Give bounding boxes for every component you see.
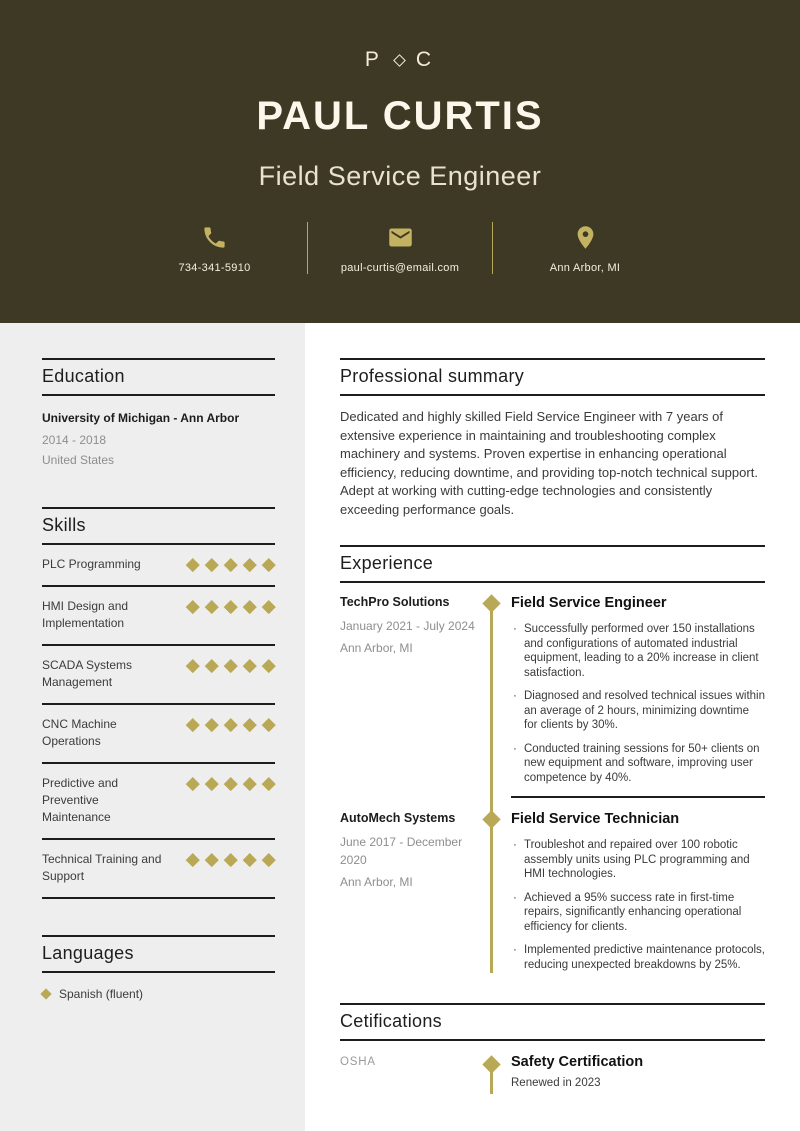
education-school: University of Michigan - Ann Arbor (42, 411, 240, 425)
skills-heading-block (42, 507, 275, 543)
rating-diamond-icon (243, 600, 256, 613)
monogram-letter-left: P (364, 48, 383, 71)
job-location: Ann Arbor, MI (340, 875, 413, 889)
rating-diamond-icon (243, 777, 256, 790)
experience-timeline (340, 595, 765, 981)
experience-section (340, 545, 765, 981)
rating-diamond-icon (262, 600, 275, 613)
job-role-title: Field Service Engineer (511, 595, 667, 611)
rating-diamond-icon (186, 718, 199, 731)
email-icon (387, 224, 414, 251)
job-bullet: · Implemented predictive maintenance protocols, reducing unexpected breakdowns by 25%. (511, 943, 765, 972)
skill-name: PLC Programming (42, 557, 141, 571)
header (0, 0, 800, 323)
rating-diamond-icon (205, 853, 218, 866)
skill-rating (186, 659, 275, 672)
rating-diamond-icon (224, 853, 237, 866)
job-bullet-list (511, 622, 765, 785)
rating-diamond-icon (205, 558, 218, 571)
skill-row (42, 587, 275, 646)
job-content (511, 811, 765, 981)
job-meta (340, 811, 490, 981)
rating-diamond-icon (224, 718, 237, 731)
candidate-name: PAUL CURTIS (256, 94, 544, 138)
candidate-job-title: Field Service Engineer (258, 161, 542, 191)
certifications-section (340, 1003, 765, 1089)
certifications-heading: Cetifications (340, 1011, 442, 1031)
job-company: TechPro Solutions (340, 595, 450, 609)
rating-diamond-icon (243, 853, 256, 866)
job-divider (511, 796, 765, 798)
rating-diamond-icon (186, 777, 199, 790)
certifications-heading-block (340, 1003, 765, 1041)
contact-location (492, 222, 677, 274)
job-bullet: · Achieved a 95% success rate in first-time repairs, significantly enhancing operational efficiency for clients. (511, 891, 765, 935)
contact-row (122, 222, 678, 274)
summary-heading: Professional summary (340, 366, 525, 386)
bullet-diamond-icon (40, 988, 51, 999)
rating-diamond-icon (186, 558, 199, 571)
rating-diamond-icon (262, 853, 275, 866)
education-heading-block (42, 358, 275, 396)
languages-section (42, 935, 275, 1001)
email-address: paul-curtis@email.com (340, 262, 460, 274)
skill-rating (186, 777, 275, 790)
rating-diamond-icon (262, 558, 275, 571)
education-location: United States (42, 453, 115, 467)
job-meta (340, 595, 490, 794)
sidebar (0, 323, 305, 1131)
certification-entry (340, 1054, 765, 1089)
rating-diamond-icon (224, 659, 237, 672)
skill-row (42, 543, 275, 587)
skill-rating (186, 600, 275, 613)
skill-rating (186, 718, 275, 731)
certification-detail: Renewed in 2023 (511, 1077, 601, 1089)
skills-heading: Skills (42, 515, 86, 535)
job-bullet: · Troubleshot and repaired over 100 robotic assembly units using PLC programming and HMI technologies. (511, 838, 765, 882)
rating-diamond-icon (224, 777, 237, 790)
skill-name: HMI Design and Implementation (42, 599, 129, 630)
rating-diamond-icon (262, 777, 275, 790)
skill-row (42, 840, 275, 899)
rating-diamond-icon (243, 558, 256, 571)
job-dates: January 2021 - July 2024 (340, 619, 475, 633)
rating-diamond-icon (243, 659, 256, 672)
monogram-letter-right: C (415, 48, 436, 71)
job-company: AutoMech Systems (340, 811, 456, 825)
monogram (0, 0, 800, 72)
languages-heading: Languages (42, 943, 134, 963)
main-column (305, 323, 800, 1131)
language-name: Spanish (fluent) (59, 987, 144, 1001)
job-bullet: · Conducted training sessions for 50+ clients on new equipment and software, improving user competence by 40%. (511, 742, 765, 786)
education-entry (42, 411, 275, 467)
rating-diamond-icon (224, 558, 237, 571)
summary-heading-block (340, 358, 765, 396)
job-dates: June 2017 - December 2020 (340, 835, 463, 867)
contact-phone (122, 222, 307, 274)
skill-rating (186, 853, 275, 866)
rating-diamond-icon (224, 600, 237, 613)
certifications-list (340, 1054, 765, 1089)
job-location: Ann Arbor, MI (340, 641, 413, 655)
rating-diamond-icon (262, 718, 275, 731)
certification-content (511, 1054, 765, 1089)
rating-diamond-icon (186, 600, 199, 613)
certification-issuer: OSHA (340, 1056, 376, 1068)
job-content (511, 595, 765, 794)
job-bullet: · Successfully performed over 150 installations and configurations of automated industrial equipment, leading to a 20% increase in client satisfaction. (511, 622, 765, 680)
skill-row (42, 705, 275, 764)
skills-section (42, 507, 275, 899)
skill-row (42, 646, 275, 705)
skill-name: Technical Training and Support (42, 852, 162, 883)
skill-name: CNC Machine Operations (42, 717, 117, 748)
skill-rating (186, 558, 275, 571)
rating-diamond-icon (205, 777, 218, 790)
rating-diamond-icon (205, 659, 218, 672)
job-role-title: Field Service Technician (511, 811, 680, 827)
job-bullet-list (511, 838, 765, 972)
rating-diamond-icon (205, 718, 218, 731)
job-bullet: · Diagnosed and resolved technical issues within an average of 2 hours, minimizing downtime for clients by 30%. (511, 689, 765, 733)
rating-diamond-icon (243, 718, 256, 731)
contact-email (307, 222, 492, 274)
timeline-gap (490, 811, 511, 981)
rating-diamond-icon (186, 659, 199, 672)
education-heading: Education (42, 366, 125, 386)
location-icon (572, 224, 599, 251)
education-dates: 2014 - 2018 (42, 433, 107, 447)
timeline-gap (490, 595, 511, 794)
job-entry (340, 811, 765, 981)
location-text: Ann Arbor, MI (549, 262, 621, 274)
phone-icon (201, 224, 228, 251)
monogram-diamond-icon (393, 54, 406, 67)
job-entry (340, 595, 765, 794)
language-item (42, 987, 275, 1001)
skill-row (42, 764, 275, 840)
rating-diamond-icon (186, 853, 199, 866)
skill-name: Predictive and Preventive Maintenance (42, 776, 119, 824)
phone-number: 734-341-5910 (178, 262, 251, 274)
experience-heading-block (340, 545, 765, 583)
experience-heading: Experience (340, 553, 434, 573)
certification-title: Safety Certification (511, 1054, 644, 1070)
languages-heading-block (42, 935, 275, 973)
rating-diamond-icon (262, 659, 275, 672)
summary-text: Dedicated and highly skilled Field Service Engineer with 7 years of extensive experience in maintaining and troubleshooting complex machinery and systems. Proven expertise in enhancing operational efficiency, reducing downtime, and providing top-notch technical support. Adept at working with cutting-edge technologies and consistently exceeding performance goals. (340, 409, 758, 517)
skill-name: SCADA Systems Management (42, 658, 133, 689)
rating-diamond-icon (205, 600, 218, 613)
